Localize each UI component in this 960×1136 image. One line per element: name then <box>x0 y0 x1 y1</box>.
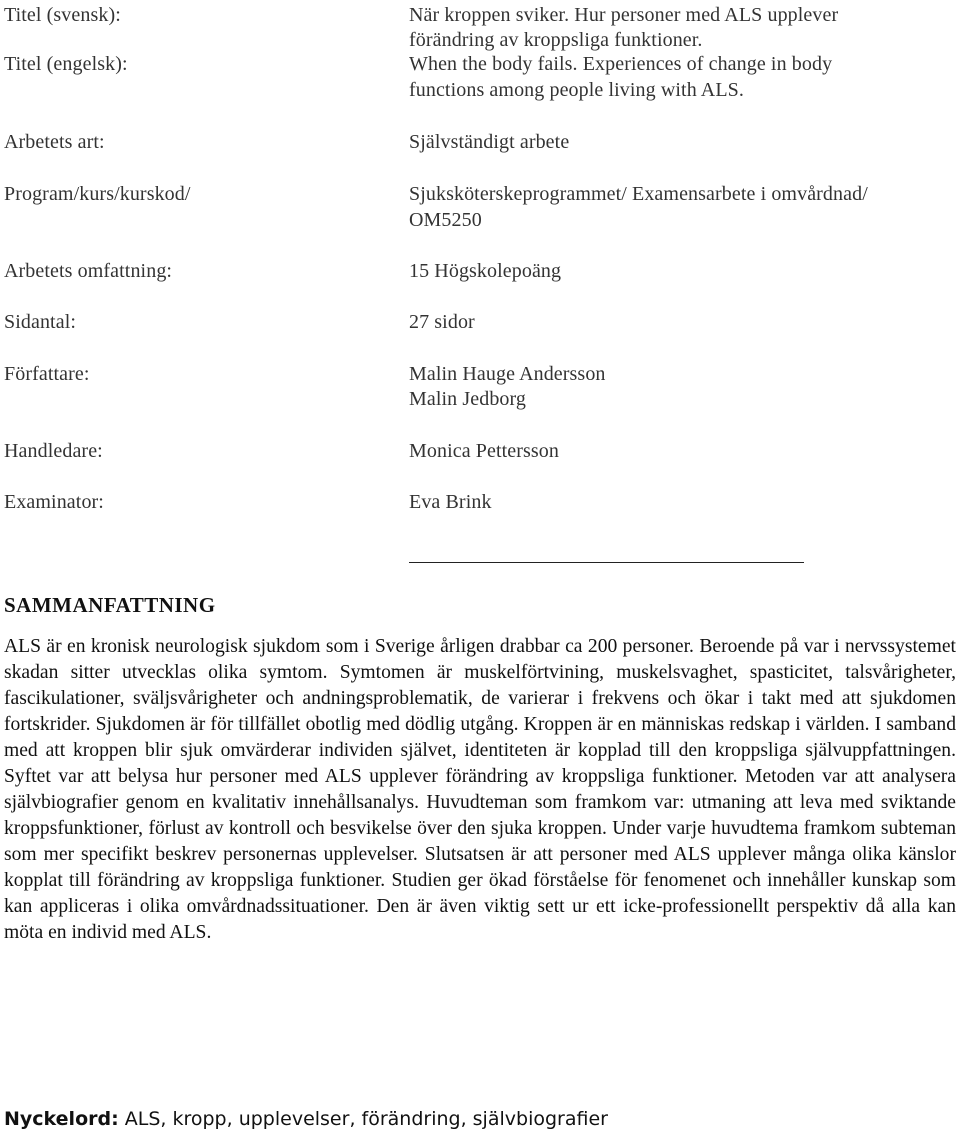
title-en-line-1: When the body fails. Experiences of change in body <box>409 53 833 75</box>
abstract-heading: SAMMANFATTNING <box>4 593 216 617</box>
work-type-value: Självständigt arbete <box>409 131 570 153</box>
author-1: Malin Hauge Andersson <box>409 363 606 385</box>
divider-rule <box>409 562 804 563</box>
pages-value: 27 sidor <box>409 311 475 333</box>
author-2: Malin Jedborg <box>409 388 527 410</box>
keywords-label: Nyckelord: <box>4 1108 119 1130</box>
title-en-line-2: functions among people living with ALS. <box>409 79 744 101</box>
program-label: Program/kurs/kurskod/ <box>4 183 191 205</box>
authors-label: Författare: <box>4 363 90 385</box>
program-line-2: OM5250 <box>409 209 482 231</box>
scope-label: Arbetets omfattning: <box>4 260 173 282</box>
examiner-label: Examinator: <box>4 491 104 513</box>
keywords-value: ALS, kropp, upplevelser, förändring, självbiografier <box>124 1108 608 1130</box>
program-line-1: Sjuksköterskeprogrammet/ Examensarbete i omvårdnad/ <box>409 183 868 205</box>
work-type-label: Arbetets art: <box>4 131 105 153</box>
title-sv-line-1: När kroppen sviker. Hur personer med ALS upplever <box>409 4 839 26</box>
title-sv-label: Titel (svensk): <box>4 4 121 26</box>
examiner-value: Eva Brink <box>409 491 492 513</box>
scope-value: 15 Högskolepoäng <box>409 260 562 282</box>
abstract-text: ALS är en kronisk neurologisk sjukdom som i Sverige årligen drabbar ca 200 personer. Beroende på var i nervssystemet skadan sitter utvecklas olika symtom. Symtomen är muskelförtvining, muskelsvaghet, spasticitet, talsvårigheter, fascikulationer, sväljsvårigheter och andningsproblematik, de varierar i frekvens och ökar i takt med att sjukdomen fortskrider. Sjukdomen är för tillfället obotlig med dödlig utgång. Kroppen är en människas redskap i världen. I samband med att kroppen blir sjuk omvärderar individen självet, identiteten är kopplad till den kroppsliga självuppfattningen. Syftet var att belysa hur personer med ALS upplever förändring av kroppsliga funktioner. Metoden var att analysera självbiografier genom en kvalitativ innehållsanalys. Huvudteman som framkom var: utmaning att leva med sviktande kroppsfunktioner, förlust av kontroll och besvikelse över den sjuka kroppen. Under varje huvudtema framkom subteman som mer specifikt beskrev personernas upplevelser. Slutsatsen är att personer med ALS upplever många olika känslor kopplat till förändring av kroppsliga funktioner. Studien ger ökad förståelse för fenomenet och innehåller kunskap som kan appliceras i olika omvårdnadssituationer. Den är även viktig sett ur ett icke-professionellt perspektiv då alla kan möta en individ med ALS. <box>4 636 956 943</box>
supervisor-value: Monica Pettersson <box>409 440 560 462</box>
keywords-line <box>4 1106 608 1132</box>
title-sv-line-2: förändring av kroppsliga funktioner. <box>409 29 703 51</box>
title-en-label: Titel (engelsk): <box>4 53 128 75</box>
supervisor-label: Handledare: <box>4 440 103 462</box>
pages-label: Sidantal: <box>4 311 77 333</box>
